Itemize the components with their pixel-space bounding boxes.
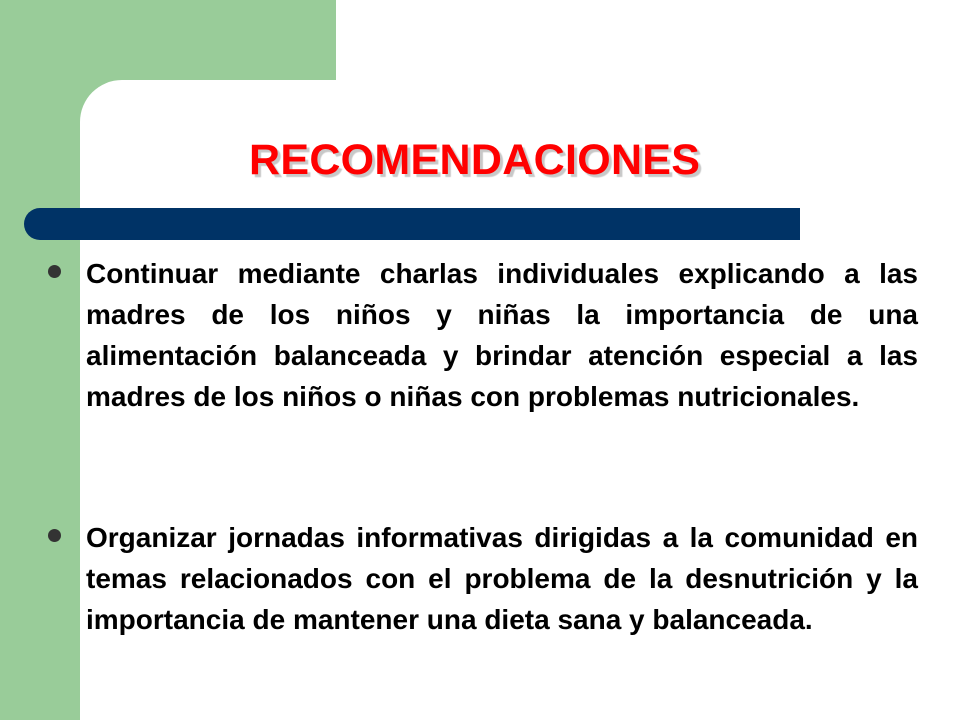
title-underline-bar <box>24 208 800 240</box>
recommendation-2-text: Organizar jornadas informativas dirigidas a la comunidad en temas relacionados con el problema de la desnutrición y la importancia de mantener una dieta sana y balanceada. <box>86 522 918 635</box>
slide-title: RECOMENDACIONES <box>249 136 701 184</box>
bullet-point-icon <box>48 265 61 278</box>
recommendation-1-text: Continuar mediante charlas individuales explicando a las madres de los niños y niñas la importancia de una alimentación balanceada y brindar atención especial a las madres de los niños o niñas con problemas nutricionales. <box>86 258 918 412</box>
bullet-point-icon <box>48 529 61 542</box>
